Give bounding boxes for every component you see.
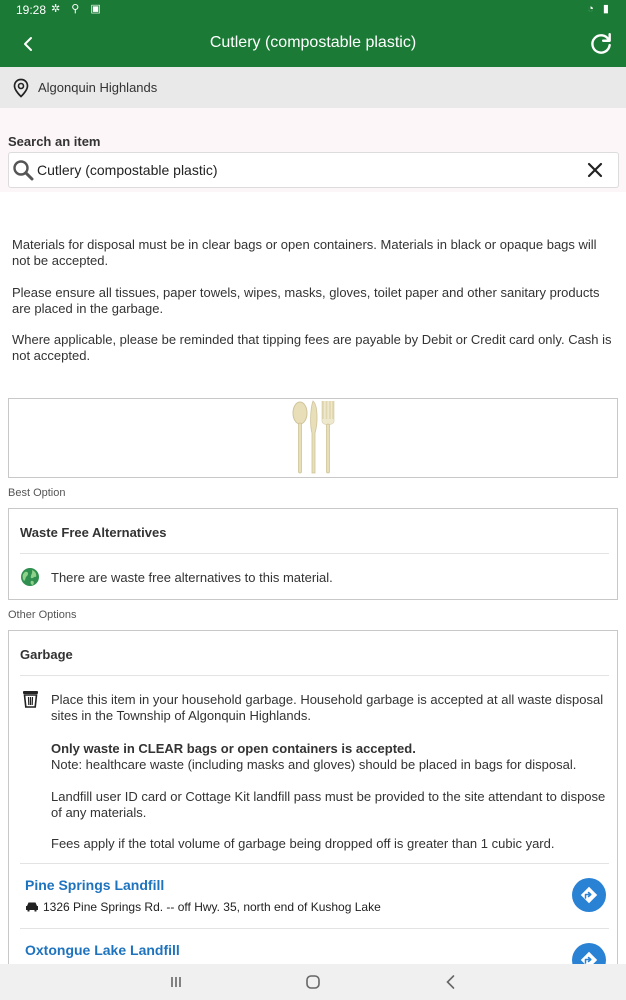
search-box[interactable]: [8, 152, 619, 188]
best-option-text: There are waste free alternatives to this material.: [51, 570, 333, 585]
status-time: 19:28: [16, 3, 47, 17]
divider: [20, 553, 609, 554]
search-section: [0, 108, 626, 192]
clear-bags-rule: Only waste in CLEAR bags or open containers is accepted.: [51, 741, 416, 756]
garbage-instructions: Place this item in your household garbage. Household garbage is accepted at all waste disposal sites in the Township of Algonquin Highlands.: [51, 692, 604, 723]
location-name: Algonquin Highlands: [38, 80, 158, 95]
site-name-link[interactable]: Oxtongue Lake Landfill: [25, 942, 180, 958]
search-input[interactable]: [37, 157, 567, 183]
garbage-bin-icon: [22, 689, 39, 708]
garbage-card: [8, 630, 618, 972]
recent-apps-icon[interactable]: [166, 972, 186, 992]
system-nav-bar: [0, 964, 626, 1000]
system-back-icon[interactable]: [441, 972, 461, 992]
search-icon: [12, 159, 34, 181]
globe-icon: [20, 567, 40, 587]
site-address: [25, 900, 381, 914]
item-image: [8, 398, 618, 478]
site-name-link[interactable]: Pine Springs Landfill: [25, 877, 165, 893]
garbage-title: Garbage: [20, 647, 73, 662]
notice-tipping-fees: Where applicable, please be reminded that tipping fees are payable by Debit or Credit card only. Cash is not accepted.: [12, 332, 612, 363]
cutlery-illustration: [289, 399, 339, 477]
clear-search-icon[interactable]: [586, 161, 604, 179]
directions-icon: [580, 886, 598, 904]
site-address-text: 1326 Pine Springs Rd. -- off Hwy. 35, north end of Kushog Lake: [43, 900, 381, 914]
notice-sanitary: Please ensure all tissues, paper towels, wipes, masks, gloves, toilet paper and other sanitary products are placed in the garbage.: [12, 285, 600, 316]
home-icon[interactable]: [303, 972, 323, 992]
site-oxtongue-lake: [25, 942, 180, 958]
location-pin-icon: [11, 78, 31, 98]
healthcare-waste-note: Note: healthcare waste (including masks and gloves) should be placed in bags for disposal.: [51, 757, 577, 772]
page-title: Cutlery (compostable plastic): [209, 34, 417, 51]
fees-note: Fees apply if the total volume of garbage being dropped off is greater than 1 cubic yard.: [51, 836, 555, 851]
divider: [20, 863, 609, 864]
landfill-pass-note: Landfill user ID card or Cottage Kit landfill pass must be provided to the site attendant to dispose of any materials.: [51, 789, 606, 820]
status-bar: [0, 0, 626, 20]
best-option-title: Waste Free Alternatives: [20, 525, 167, 540]
divider: [20, 675, 609, 676]
site-pine-springs: [25, 877, 381, 914]
location-bar[interactable]: [0, 67, 626, 108]
divider: [20, 928, 609, 929]
best-option-card: [8, 508, 618, 600]
notification-icons: ✲ ⚲ ▣: [51, 3, 105, 15]
search-label: Search an item: [8, 134, 101, 149]
best-option-label: Best Option: [8, 487, 66, 499]
wifi-battery-icons: ◔ ▮: [587, 3, 612, 15]
refresh-icon[interactable]: [588, 31, 614, 57]
other-options-label: Other Options: [8, 609, 77, 621]
app-bar: [0, 20, 626, 67]
notice-clear-bags: Materials for disposal must be in clear bags or open containers. Materials in black or opaque bags will not be accepted.: [12, 237, 597, 268]
directions-button[interactable]: [572, 878, 606, 912]
car-icon: [25, 901, 39, 912]
